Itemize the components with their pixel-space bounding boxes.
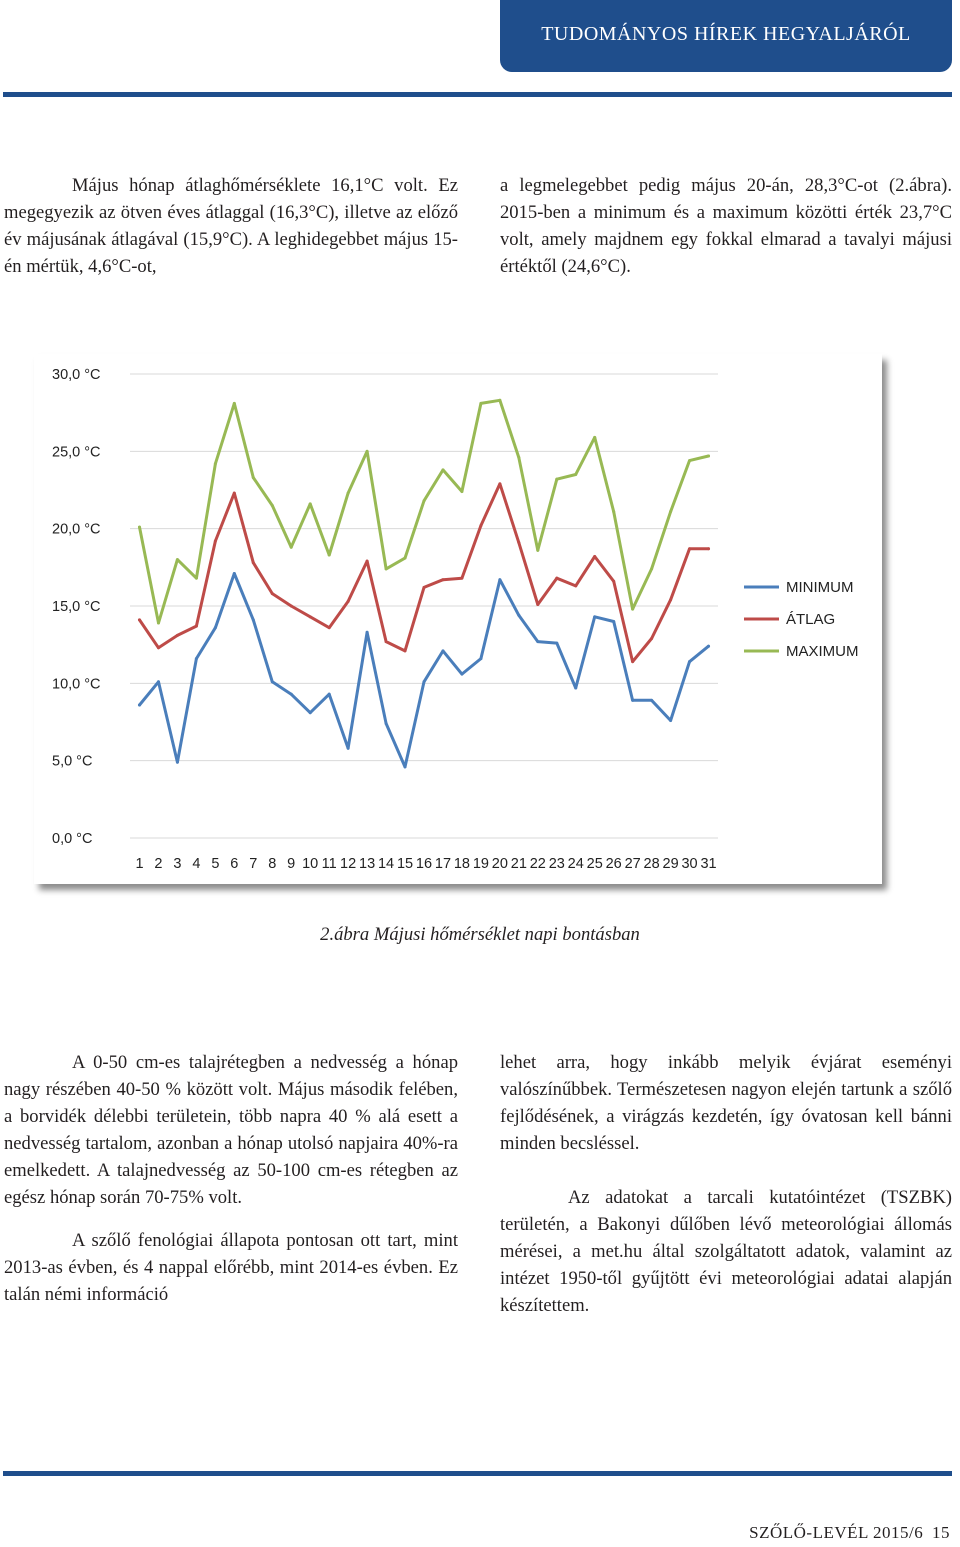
x-tick-label: 28 xyxy=(643,856,660,872)
y-tick-label: 20,0 °C xyxy=(52,521,101,538)
data-point xyxy=(593,615,596,618)
data-point xyxy=(423,586,426,589)
legend-entry: ÁTLAG xyxy=(786,611,836,628)
x-tick-label: 30 xyxy=(681,856,698,872)
x-tick-label: 10 xyxy=(302,856,319,872)
series-line-minimum xyxy=(140,574,709,767)
data-point xyxy=(290,605,293,608)
data-point xyxy=(195,625,198,628)
figure-caption: 2.ábra Májusi hőmérséklet napi bontásban xyxy=(320,924,640,945)
data-point xyxy=(536,549,539,552)
data-point xyxy=(498,482,501,485)
y-tick-label: 30,0 °C xyxy=(52,367,101,383)
top-right-column xyxy=(500,172,952,280)
bottom-right-column xyxy=(500,1049,952,1319)
data-point xyxy=(631,699,634,702)
publication-name: SZŐLŐ-LEVÉL 2015/6 xyxy=(749,1523,924,1542)
data-point xyxy=(214,462,217,465)
data-point xyxy=(574,584,577,587)
y-tick-label: 15,0 °C xyxy=(52,599,101,615)
x-tick-label: 5 xyxy=(211,856,220,872)
data-point xyxy=(252,618,255,621)
x-tick-label: 14 xyxy=(377,856,395,872)
data-point xyxy=(347,600,350,603)
series-line-átlag xyxy=(140,484,709,662)
data-point xyxy=(404,649,407,652)
data-point xyxy=(460,490,463,493)
data-point xyxy=(404,765,407,768)
data-point xyxy=(688,459,691,462)
data-point xyxy=(290,546,293,549)
data-point xyxy=(157,622,160,625)
data-point xyxy=(631,660,634,663)
data-point xyxy=(423,680,426,683)
data-point xyxy=(138,618,141,621)
phenology-paragraph: A szőlő fenológiai állapota pontosan ott tart, mint 2013-as évben, és 4 nappal előrébb, mint 2014-es évben. Ez talán némi információ xyxy=(4,1230,458,1305)
data-point xyxy=(669,510,672,513)
data-point xyxy=(460,577,463,580)
page-footer xyxy=(745,1523,950,1543)
data-point xyxy=(517,456,520,459)
soil-moisture-paragraph: A 0-50 cm-es talajrétegben a nedvesség a hónap nagy részében 40-50 % között volt. Május második felében, a borvidék délebbi területein, több napra 40 % alá esett a nedvesség tartalom, azonban a hónap utolsó napjaira 40%-ra emelkedett. A talajnedvesség az 50-100 cm-es rétegben az egész hónap során 70-75% volt. xyxy=(4,1052,458,1208)
y-tick-label: 10,0 °C xyxy=(52,676,101,693)
data-point xyxy=(707,547,710,550)
x-tick-label: 4 xyxy=(192,856,201,872)
x-tick-label: 29 xyxy=(662,856,679,872)
x-tick-label: 15 xyxy=(396,856,414,872)
data-point xyxy=(612,580,615,583)
data-point xyxy=(328,626,331,629)
data-point xyxy=(385,567,388,570)
data-point xyxy=(688,660,691,663)
data-point xyxy=(441,468,444,471)
x-tick-label: 16 xyxy=(415,856,433,872)
data-point xyxy=(157,646,160,649)
data-point xyxy=(271,680,274,683)
data-point xyxy=(650,567,653,570)
data-point xyxy=(479,524,482,527)
data-point xyxy=(404,557,407,560)
data-point xyxy=(555,478,558,481)
data-point xyxy=(669,598,672,601)
data-point xyxy=(688,547,691,550)
data-point xyxy=(271,592,274,595)
bottom-rule xyxy=(3,1471,952,1476)
temperature-chart-svg xyxy=(34,354,882,884)
data-point xyxy=(233,572,236,575)
data-point xyxy=(555,642,558,645)
data-point xyxy=(290,693,293,696)
x-tick-label: 13 xyxy=(359,856,376,872)
data-point xyxy=(479,402,482,405)
top-right-paragraph: a legmelegebbet pedig május 20-án, 28,3°C-ot (2.ábra). 2015-ben a minimum és a maximum közötti érték 23,7°C volt, amely majdnem egy fokkal elmarad a tavalyi májusi értéktől (24,6°C). xyxy=(500,175,952,277)
data-point xyxy=(271,504,274,507)
data-point xyxy=(650,699,653,702)
data-point xyxy=(214,626,217,629)
temperature-chart xyxy=(34,354,882,884)
data-point xyxy=(498,578,501,581)
x-tick-label: 18 xyxy=(453,856,471,872)
data-point xyxy=(366,631,369,634)
x-tick-label: 11 xyxy=(321,856,337,872)
data-point xyxy=(309,711,312,714)
data-point xyxy=(574,473,577,476)
data-point xyxy=(328,693,331,696)
data-point xyxy=(441,578,444,581)
legend-entry: MAXIMUM xyxy=(786,643,859,660)
data-point xyxy=(498,399,501,402)
vintage-paragraph: lehet arra, hogy inkább melyik évjárat eseményi valószínűbbek. Természetesen nagyon elején tartunk a szőlő fejlődésének, a virágzás kezdetén, így óvatosan kell bánni minden becsléssel. xyxy=(500,1052,952,1154)
data-point xyxy=(328,553,331,556)
data-point xyxy=(233,492,236,495)
top-rule xyxy=(3,92,952,97)
x-tick-label: 21 xyxy=(510,856,527,872)
data-point xyxy=(252,561,255,564)
x-tick-label: 22 xyxy=(529,856,546,872)
header-banner xyxy=(500,0,952,72)
x-tick-label: 17 xyxy=(434,856,452,872)
data-point xyxy=(707,645,710,648)
data-point xyxy=(309,502,312,505)
data-point xyxy=(214,540,217,543)
data-point xyxy=(460,673,463,676)
data-point xyxy=(385,640,388,643)
x-tick-label: 12 xyxy=(340,856,357,872)
x-tick-label: 3 xyxy=(173,856,182,872)
data-point xyxy=(536,640,539,643)
x-tick-label: 19 xyxy=(472,856,489,872)
data-point xyxy=(138,703,141,706)
data-point xyxy=(176,558,179,561)
data-source-paragraph: Az adatokat a tarcali kutatóintézet (TSZBK) területén, a Bakonyi dűlőben lévő meteorológiai állomás mérései, a met.hu által szolgáltatott adatok, valamint az intézet 1950-től gyűjtött évi meteorológiai adatai alapján készítettem. xyxy=(500,1187,952,1316)
data-point xyxy=(574,686,577,689)
data-point xyxy=(517,614,520,617)
data-point xyxy=(593,555,596,558)
data-point xyxy=(176,761,179,764)
data-point xyxy=(555,577,558,580)
data-point xyxy=(612,510,615,513)
data-point xyxy=(423,499,426,502)
bottom-left-column xyxy=(4,1049,458,1308)
x-tick-label: 2 xyxy=(154,856,163,872)
x-tick-label: 26 xyxy=(605,856,622,872)
x-tick-label: 9 xyxy=(287,856,296,872)
data-point xyxy=(347,492,350,495)
data-point xyxy=(233,402,236,405)
x-tick-label: 23 xyxy=(548,856,565,872)
x-tick-label: 8 xyxy=(268,856,277,872)
x-tick-label: 6 xyxy=(230,856,239,872)
data-point xyxy=(138,526,141,529)
data-point xyxy=(252,476,255,479)
data-point xyxy=(612,620,615,623)
x-tick-label: 1 xyxy=(135,856,144,872)
x-tick-label: 25 xyxy=(586,856,603,872)
data-point xyxy=(195,657,198,660)
data-point xyxy=(479,657,482,660)
data-point xyxy=(536,603,539,606)
top-left-column xyxy=(4,172,458,280)
data-point xyxy=(157,680,160,683)
data-point xyxy=(385,722,388,725)
data-point xyxy=(650,637,653,640)
y-tick-label: 5,0 °C xyxy=(52,753,93,770)
x-tick-label: 20 xyxy=(491,856,508,872)
data-point xyxy=(707,454,710,457)
data-point xyxy=(195,577,198,580)
data-point xyxy=(517,541,520,544)
data-point xyxy=(366,450,369,453)
x-tick-label: 31 xyxy=(700,856,717,872)
y-tick-label: 0,0 °C xyxy=(52,831,93,847)
legend-entry: MINIMUM xyxy=(786,579,854,596)
page-number: 15 xyxy=(932,1523,950,1542)
data-point xyxy=(593,436,596,439)
data-point xyxy=(669,719,672,722)
data-point xyxy=(347,747,350,750)
x-tick-label: 24 xyxy=(567,856,584,872)
data-point xyxy=(441,649,444,652)
data-point xyxy=(631,608,634,611)
x-tick-label: 7 xyxy=(249,856,258,872)
data-point xyxy=(176,634,179,637)
x-tick-label: 27 xyxy=(624,856,641,872)
header-title: TUDOMÁNYOS HÍREK HEGYALJÁRÓL xyxy=(541,23,911,45)
data-point xyxy=(309,615,312,618)
y-tick-label: 25,0 °C xyxy=(52,444,101,461)
data-point xyxy=(366,560,369,563)
top-left-paragraph: Május hónap átlaghőmérséklete 16,1°C volt. Ez megegyezik az ötven éves átlaggal (16,3°C), illetve az előző év májusának átlagával (15,9°C). A leghidegebbet május 15-én mértük, 4,6°C-ot, xyxy=(4,175,458,277)
